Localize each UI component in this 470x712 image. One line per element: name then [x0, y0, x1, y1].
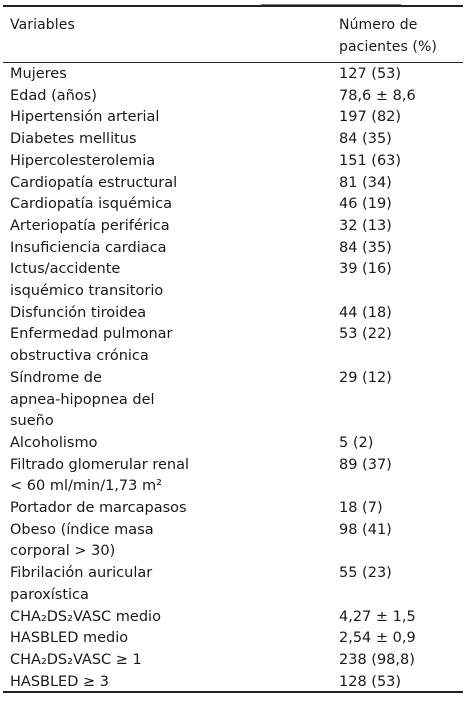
- variable-cell: [3, 563, 328, 606]
- variable-line: Cardiopatía estructural: [10, 174, 178, 191]
- table-bottom-rule: [3, 691, 463, 693]
- variable-cell: [3, 259, 328, 302]
- variable-line: Mujeres: [10, 66, 67, 82]
- variable-cell: [3, 324, 328, 367]
- value-cell: 4,27 ± 1,5: [339, 608, 416, 625]
- variable-line: obstructiva crónica: [10, 348, 149, 365]
- variable-cell: [3, 520, 328, 563]
- value-cell: 5 (2): [339, 434, 374, 451]
- table-row: [3, 563, 463, 606]
- value-cell: 46 (19): [339, 196, 392, 213]
- table-row: [3, 455, 463, 498]
- value-cell: 81 (34): [339, 174, 392, 191]
- variable-cell: [3, 433, 328, 455]
- variable-line: Hipercolesterolemia: [10, 152, 156, 169]
- variable-line: CHA₂DS₂VASC medio: [10, 608, 161, 625]
- table-header: [3, 10, 463, 62]
- table-row: [3, 151, 463, 173]
- table-row: [3, 129, 463, 151]
- variable-cell: [3, 64, 328, 86]
- variable-cell: [3, 368, 328, 433]
- variable-line: Portador de marcapasos: [10, 500, 187, 517]
- value-cell: 18 (7): [339, 500, 383, 517]
- header-variables: Variables: [10, 17, 75, 33]
- value-cell: 53 (22): [339, 326, 392, 343]
- table-row: [3, 368, 463, 433]
- table-row: [3, 433, 463, 455]
- table-row: [3, 628, 463, 650]
- variable-line: apnea-hipopnea del: [10, 391, 155, 408]
- variable-line: isquémico transitorio: [10, 283, 164, 300]
- variable-line: Ictus/accidente: [10, 261, 121, 278]
- variable-line: Diabetes mellitus: [10, 131, 137, 148]
- table-header-rule: [3, 62, 463, 63]
- variable-cell: [3, 151, 328, 173]
- value-cell: 128 (53): [339, 673, 402, 690]
- variable-cell: [3, 173, 328, 195]
- variable-line: Insuficiencia cardiaca: [10, 239, 167, 256]
- value-cell: 98 (41): [339, 521, 392, 538]
- variable-line: Fibrilación auricular: [10, 565, 153, 582]
- table-row: [3, 498, 463, 520]
- variable-line: corporal > 30): [10, 543, 116, 560]
- variable-line: sueño: [10, 413, 54, 430]
- variable-cell: [3, 650, 328, 672]
- table-row: [3, 650, 463, 672]
- value-cell: 78,6 ± 8,6: [339, 87, 416, 104]
- variable-line: Hipertensión arterial: [10, 109, 160, 126]
- variable-cell: [3, 628, 328, 650]
- variable-line: HASBLED medio: [10, 630, 129, 647]
- table-row: [3, 259, 463, 302]
- table-row: [3, 520, 463, 563]
- variable-cell: [3, 194, 328, 216]
- table-row: [3, 303, 463, 325]
- variable-cell: [3, 216, 328, 238]
- caption-cutoff: [261, 0, 401, 5]
- variable-cell: [3, 107, 328, 129]
- header-patients-line2: pacientes (%): [339, 39, 437, 55]
- variable-line: Edad (años): [10, 87, 97, 104]
- table-row: [3, 194, 463, 216]
- value-cell: 2,54 ± 0,9: [339, 630, 416, 647]
- table-row: [3, 107, 463, 129]
- table-row: [3, 64, 463, 86]
- value-cell: 238 (98,8): [339, 651, 415, 668]
- variable-cell: [3, 498, 328, 520]
- table-row: [3, 324, 463, 367]
- table-row: [3, 607, 463, 629]
- value-cell: 127 (53): [339, 66, 402, 82]
- table-row: [3, 238, 463, 260]
- variable-line: HASBLED ≥ 3: [10, 673, 109, 690]
- variable-line: Arteriopatía periférica: [10, 217, 170, 234]
- table-row: [3, 173, 463, 195]
- variable-cell: [3, 86, 328, 108]
- header-patients: [339, 14, 459, 58]
- value-cell: 55 (23): [339, 565, 392, 582]
- variable-cell: [3, 455, 328, 498]
- value-cell: 151 (63): [339, 152, 402, 169]
- value-cell: 89 (37): [339, 456, 392, 473]
- table-top-rule: [3, 5, 463, 7]
- variable-line: Síndrome de: [10, 369, 102, 386]
- variable-cell: [3, 129, 328, 151]
- variable-line: Cardiopatía isquémica: [10, 196, 173, 213]
- header-patients-line1: Número de: [339, 17, 418, 33]
- variable-cell: [3, 238, 328, 260]
- value-cell: 84 (35): [339, 239, 392, 256]
- variable-line: < 60 ml/min/1,73 m²: [10, 478, 162, 495]
- value-cell: 84 (35): [339, 131, 392, 148]
- value-cell: 39 (16): [339, 261, 392, 278]
- variable-line: Enfermedad pulmonar: [10, 326, 173, 343]
- variable-line: Disfunción tiroidea: [10, 304, 147, 321]
- variable-cell: [3, 303, 328, 325]
- variable-cell: [3, 607, 328, 629]
- variable-line: Filtrado glomerular renal: [10, 456, 190, 473]
- value-cell: 29 (12): [339, 369, 392, 386]
- variable-line: paroxística: [10, 586, 89, 603]
- table-row: [3, 86, 463, 108]
- table-body: [3, 64, 463, 693]
- value-cell: 44 (18): [339, 304, 392, 321]
- value-cell: 197 (82): [339, 109, 402, 126]
- table-row: [3, 216, 463, 238]
- variable-line: Alcoholismo: [10, 434, 98, 451]
- value-cell: 32 (13): [339, 217, 392, 234]
- variable-line: CHA₂DS₂VASC ≥ 1: [10, 651, 142, 668]
- variable-line: Obeso (índice masa: [10, 521, 154, 538]
